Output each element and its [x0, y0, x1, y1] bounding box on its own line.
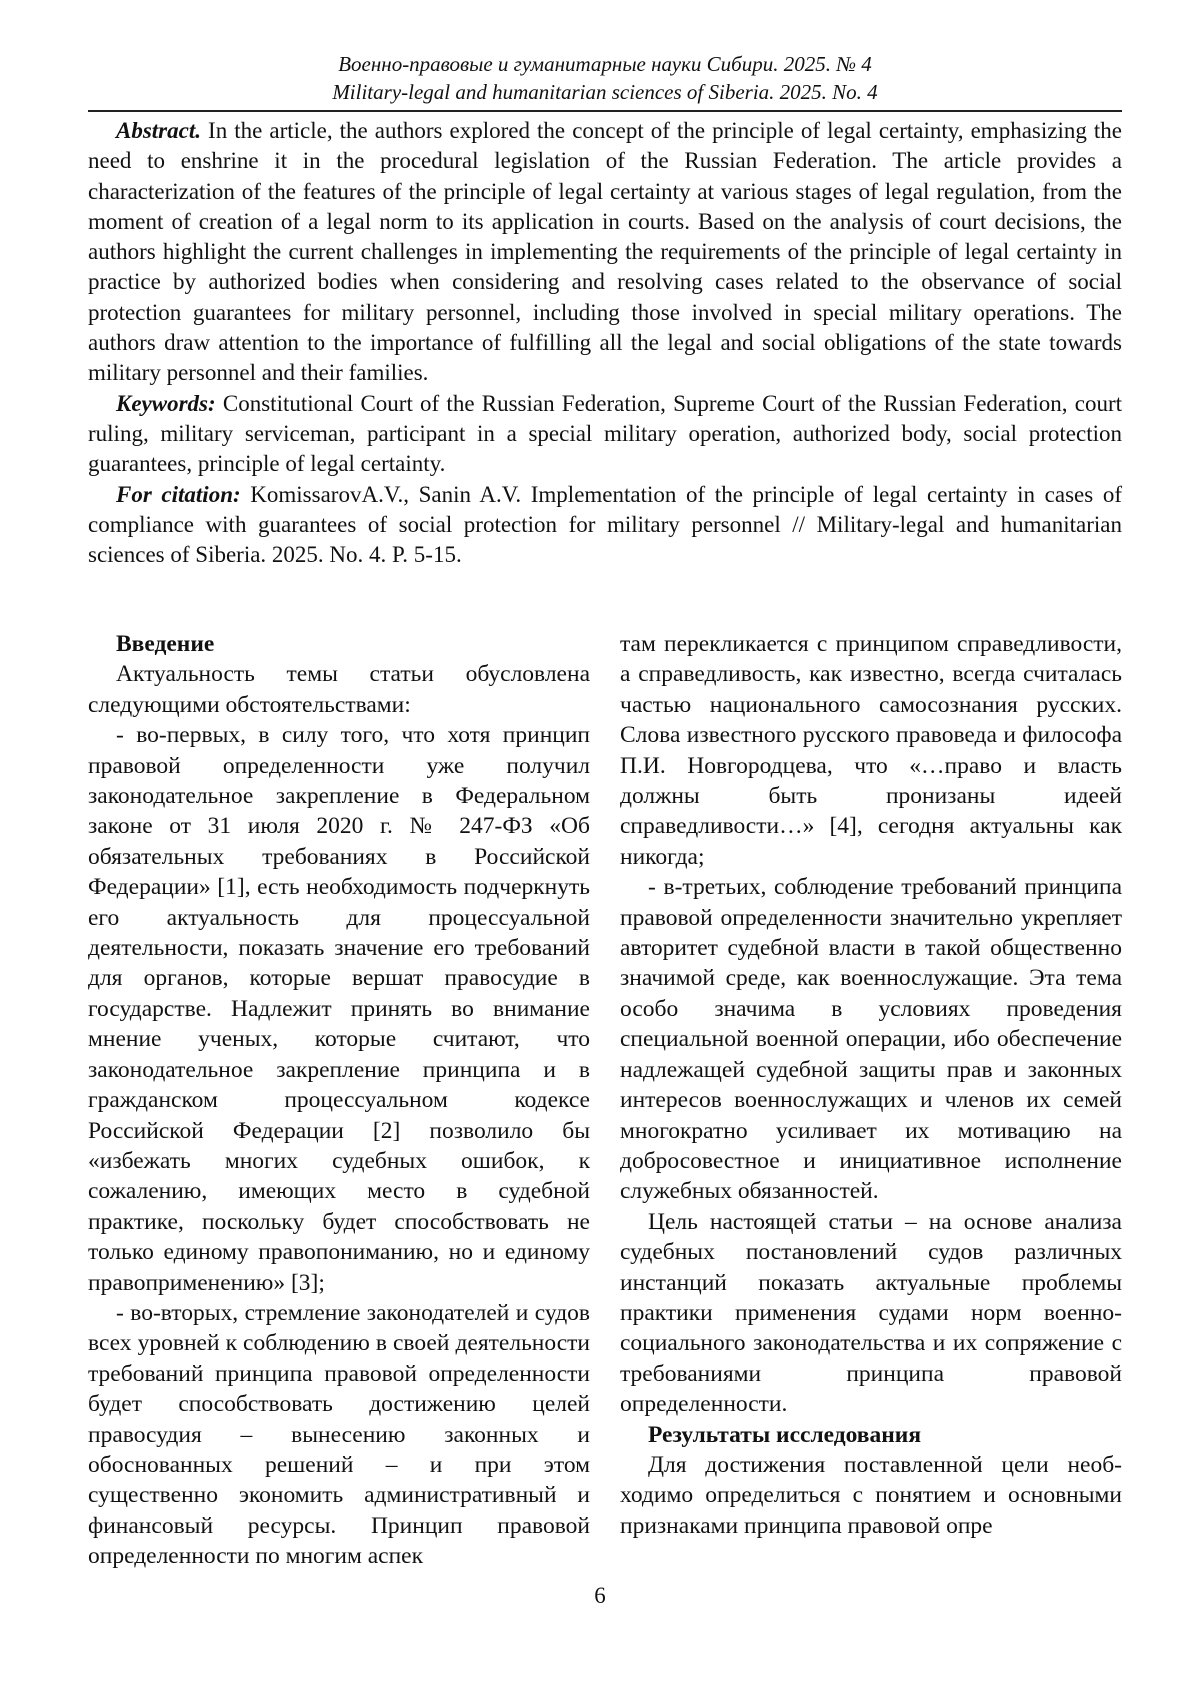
citation-label: For citation: — [116, 481, 241, 507]
body-paragraph: - в-третьих, соблюдение требований принципа правовой определенности значительно укрепляет авторитет судебной власти в такой общественно значимой среде, как военнослужащие. Эта тема особо значима в условиях проведения специальной военной операции, ибо обеспечение надлежащей судебной защиты прав и законных интересов военнослужащих и членов их семей многократно усиливает их мотивацию на добросовестное и инициативное исполнение служебных обязанностей. — [620, 874, 1122, 1205]
page-number: 6 — [594, 1583, 606, 1608]
header-line-ru: Военно-правовые и гуманитарные науки Сибири. 2025. № 4 — [338, 52, 872, 76]
keywords-paragraph — [88, 389, 1122, 480]
citation-text: KomissarovA.V., Sanin A.V. Implementation of the principle of legal certainty in cases of compliance with guarantees of social protection for military personnel // Military-legal and humanitarian sciences of Siberia. 2025. No. 4. P. 5-15. — [88, 481, 1123, 568]
intro-heading: Введение — [116, 631, 215, 657]
running-header — [88, 50, 1122, 106]
keywords-label: Keywords: — [116, 390, 216, 416]
body-paragraph: Цель настоящей статьи – на основе анализа судебных постановлений судов различных инстанций показать актуальные проблемы практики применения судами норм военно-социального законодательства и их сопряжение с требованиями принципа правовой определенности. — [620, 1208, 1122, 1418]
abstract-section — [88, 116, 1122, 570]
body-paragraph: Актуальность темы статьи обусловлена следующими обстоятельствами: — [88, 661, 590, 718]
body-column-left — [88, 629, 590, 1572]
body-paragraph: - во-первых, в силу того, что хотя принцип правовой определенности уже получил законодательное закрепление в Федеральном законе от 31 июля 2020 г. № 247-ФЗ «Об обязательных требованиях в Российской Федерации» [1], есть необходимость подчеркнуть его актуальность для процессуальной деятельности, показать значение его требований для органов, которые вершат правосудие в государстве. Надлежит принять во внимание мнение ученых, которые считают, что законодательное закрепление принципа и в гражданском процессуальном кодексе Российской Федерации [2] позволило бы «избежать многих судебных ошибок, к сожалению, имеющих место в судебной практике, поскольку будет способствовать не только единому правопониманию, но и единому правоприменению» [3]; — [88, 722, 590, 1296]
keywords-text: Constitutional Court of the Russian Federation, Supreme Court of the Russian Federation, court ruling, military serviceman, participant in a special military operation, authorized body, social protection guarantees, principle of legal certainty. — [88, 390, 1123, 477]
results-heading: Результаты исследования — [648, 1421, 922, 1448]
body-paragraph: - во-вторых, стремление законодателей и судов всех уровней к соблюдению в своей деятельности требований принципа правовой определенности будет способствовать достижению целей правосудия – вынесению законных и обоснованных решений – и при этом существенно экономить административный и финансовый ресурсы. Принцип правовой определенности по многим аспек — [88, 1299, 590, 1570]
abstract-label: Abstract. — [116, 118, 201, 143]
body-paragraph: там перекликается с принципом справедливости, а справедливость, как известно, всегда считалась частью национального самосознания русских. Слова известного русского правоведа и философа П.И. Новгородцева, что «…право и власть должны быть пронизаны идеей справедливости…» [4], сегодня актуальны как никогда; — [620, 631, 1122, 870]
header-rule — [88, 110, 1122, 112]
citation-paragraph — [88, 480, 1122, 571]
header-line-en: Military-legal and humanitarian sciences of Siberia. 2025. No. 4 — [332, 80, 878, 104]
abstract-paragraph — [88, 116, 1122, 389]
body-column-right — [620, 629, 1122, 1541]
body-paragraph: Для достижения поставленной цели необходимо определиться с понятием и основными признаками принципа правовой опре — [620, 1451, 1122, 1539]
abstract-text: In the article, the authors explored the concept of the principle of legal certainty, emphasizing the need to enshrine it in the procedural legislation of the Russian Federation. The article provides a characterization of the features of the principle of legal certainty at various stages of legal regulation, from the moment of creation of a legal norm to its application in courts. Based on the analysis of court decisions, the authors highlight the current challenges in implementing the requirements of the principle of legal certainty in practice by authorized bodies when considering and resolving cases related to the observance of social protection guarantees for military personnel, including those involved in special military operations. The authors draw attention to the importance of fulfilling all the legal and social obligations of the state towards military personnel and their families. — [88, 118, 1122, 386]
